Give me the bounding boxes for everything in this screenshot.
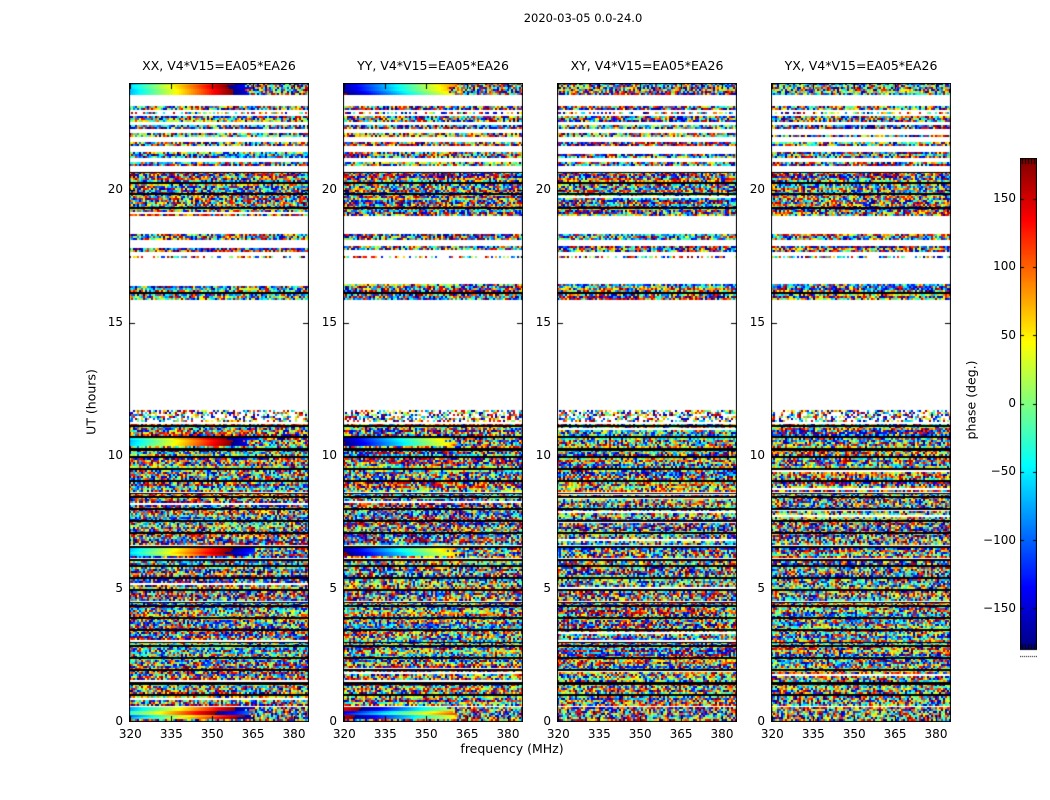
heatmap-xy [557,83,737,722]
y-tick-label: 10 [749,447,765,462]
y-tick-label: 0 [757,714,765,728]
heatmap-yy [343,83,523,722]
y-tick-label: 5 [115,580,123,595]
colorbar-tick-label: 100 [993,259,1016,274]
panel-title-xy: XY, V4*V15=EA05*EA26 [570,58,724,73]
figure-title: 2020-03-05 0.0-24.0 [523,11,643,25]
y-tick-label: 5 [543,580,551,595]
x-tick-label: 365 [241,727,265,741]
colorbar-tick-label: 150 [993,191,1016,205]
colorbar-tick-label: 0 [1008,396,1016,410]
x-tick-label: 335 [801,727,825,741]
x-tick-label: 380 [282,727,306,741]
y-tick-label: 10 [107,447,123,462]
x-tick-label: 365 [669,727,693,741]
x-tick-label: 380 [496,727,520,741]
colorbar-tick-label: −100 [983,532,1016,547]
y-tick-label: 5 [757,580,765,595]
colorbar-label: phase (deg.) [963,360,979,440]
y-tick-label: 15 [749,314,765,329]
heatmap-xx [129,83,309,722]
x-tick-label: 335 [373,727,397,741]
y-tick-label: 15 [107,314,123,329]
x-axis-label: frequency (MHz) [460,741,564,756]
y-tick-label: 10 [535,447,551,462]
x-tick-label: 365 [455,727,479,741]
x-tick-label: 320 [760,727,784,741]
y-tick-label: 20 [321,181,337,196]
x-tick-label: 320 [118,727,142,741]
panel-title-xx: XX, V4*V15=EA05*EA26 [142,58,296,73]
colorbar [1020,158,1037,658]
colorbar-tick-label: −50 [990,464,1016,479]
y-tick-label: 20 [749,181,765,196]
x-tick-label: 380 [710,727,734,741]
x-tick-label: 335 [159,727,183,741]
x-tick-label: 335 [587,727,611,741]
y-tick-label: 15 [321,314,337,329]
panel-title-yy: YY, V4*V15=EA05*EA26 [357,58,509,73]
x-tick-label: 350 [628,727,652,741]
y-tick-label: 5 [329,580,337,595]
y-tick-label: 15 [535,314,551,329]
y-tick-label: 20 [535,181,551,196]
y-tick-label: 0 [115,714,123,728]
x-tick-label: 365 [883,727,907,741]
panel-title-yx: YX, V4*V15=EA05*EA26 [784,58,938,73]
y-tick-label: 0 [329,714,337,728]
y-axis-label: UT (hours) [83,369,99,435]
y-tick-label: 20 [107,181,123,196]
heatmap-yx [771,83,951,722]
colorbar-tick-label: 50 [1000,327,1016,342]
y-tick-label: 0 [543,714,551,728]
x-tick-label: 320 [332,727,356,741]
x-tick-label: 350 [414,727,438,741]
x-tick-label: 320 [546,727,570,741]
y-tick-label: 10 [321,447,337,462]
colorbar-tick-label: −150 [983,601,1016,615]
x-tick-label: 380 [924,727,948,741]
x-tick-label: 350 [200,727,224,741]
x-tick-label: 350 [842,727,866,741]
